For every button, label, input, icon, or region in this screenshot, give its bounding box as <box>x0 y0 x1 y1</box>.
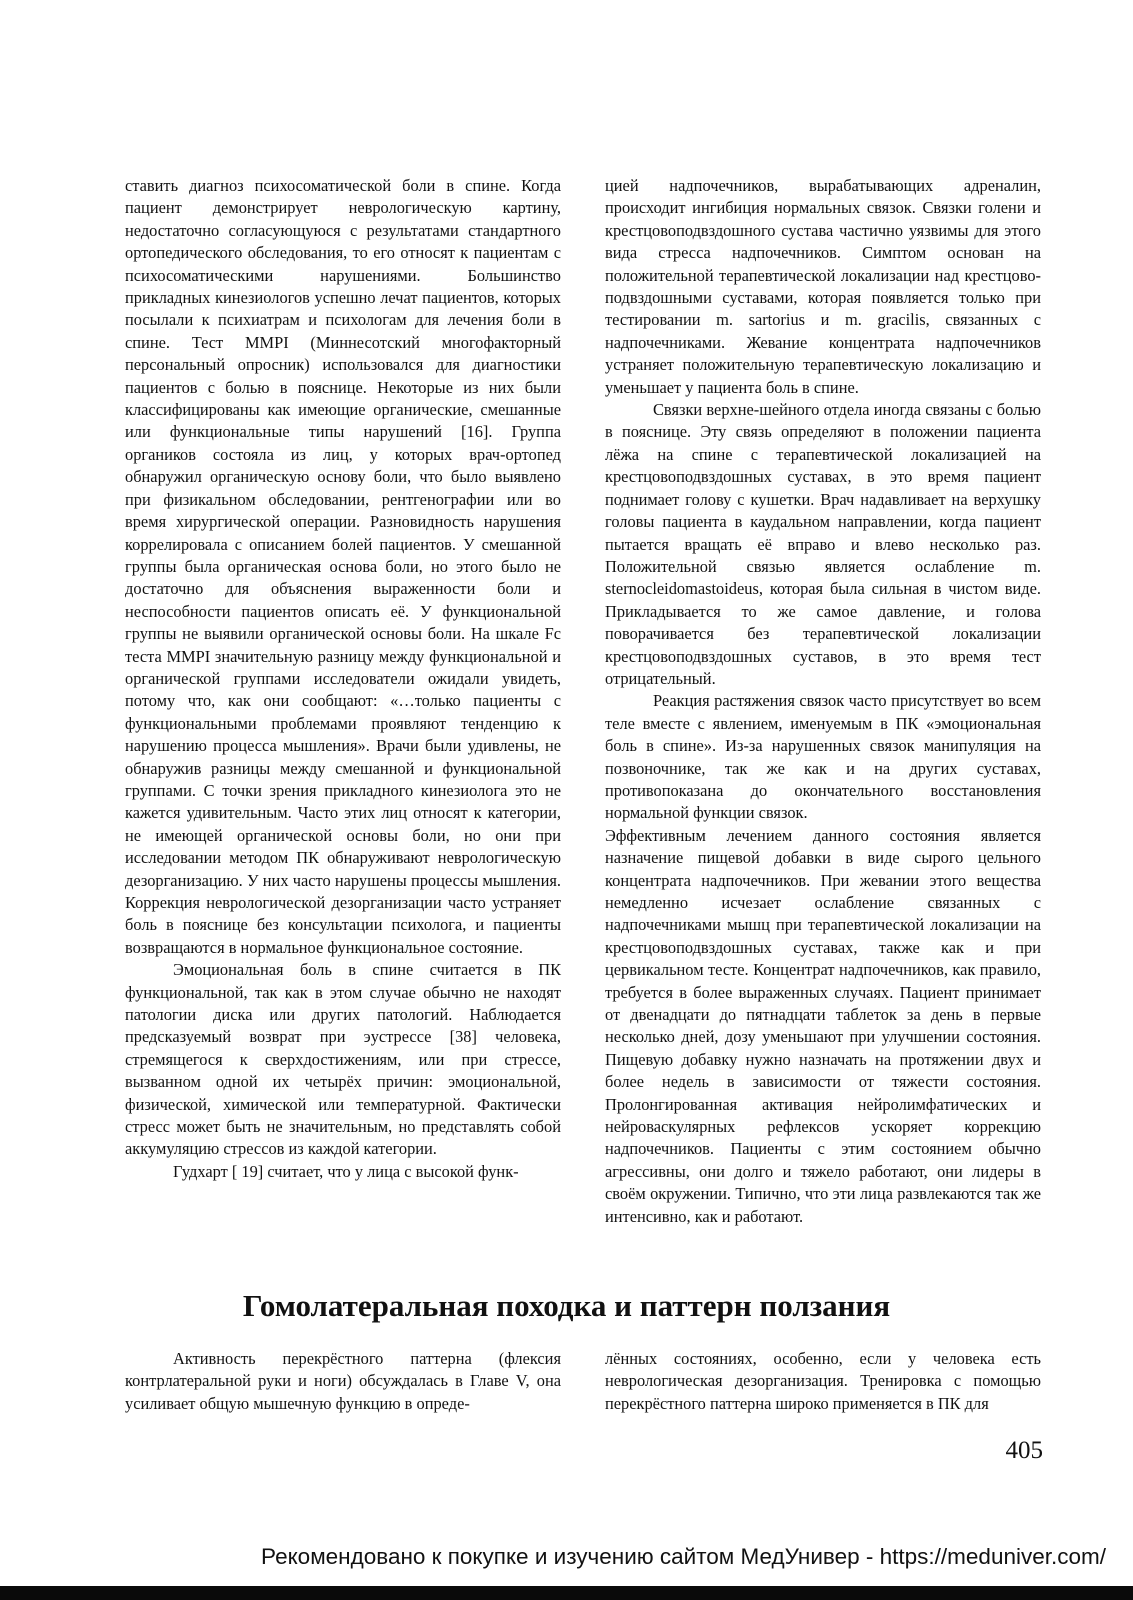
paragraph: Гудхарт [ 19] считает, что у лица с высокой функ- <box>173 1161 519 1181</box>
paragraph: цией надпочечников, вырабатывающих адреналин, происходит ингибиция нормальных связок. Связки голени и крестцовоподвздошного сустава частично уязвимы для этого вида стресса надпочечников. Симптом основан на положительной терапевтической локализации над крестцово-подвздошными суставами, которая появляется только при тестировании m. sartorius и m. gracilis, связанных с надпочечниками. Жевание концентрата надпочечников устраняет положительную терапевтическую локализацию и уменьшает у пациента боль в спине. <box>605 176 1041 397</box>
paragraph: Эффективным лечением данного состояния является назначение пищевой добавки в виде сырого цельного концентрата надпочечников. При жевании этого вещества немедленно исчезает ослабление связанных с надпочечниками мышц при терапевтической локализации на крестцовоподвздошных суставах, также как и при цервикальном тесте. Концентрат надпочечников, как правило, требуется в более выраженных случаях. Пациент принимает от двенадцати до пятнадцати таблеток за день в первые несколько дней, дозу уменьшают при улучшении состояния. Пищевую добавку нужно назначать на протяжении двух и более недель в зависимости от тяжести состояния. Пролонгированная активация нейролимфатических и нейроваскулярных рефлексов ускоряет коррекцию надпочечников. Пациенты с этим состоянием обычно агрессивны, они долго и тяжело работают, они лидеры в своём окружении. Типично, что эти лица развлекаются так же интенсивно, как и работают. <box>605 825 1041 1226</box>
paragraph: лённых состояниях, особенно, если у человека есть неврологическая дезорганизация. Тренировка с помощью перекрёстного паттерна широко применяется в ПК для <box>605 1349 1041 1413</box>
page-number: 405 <box>1005 1437 1043 1464</box>
paragraph: Активность перекрёстного паттерна (флексия контрлатеральной руки и ноги) обсуждалась в Главе V, она усиливает общую мышечную функцию в опреде- <box>125 1349 561 1413</box>
right-column-text <box>605 175 1041 1228</box>
bottom-left-column <box>125 1348 561 1415</box>
footer-recommendation: Рекомендовано к покупке и изучению сайтом МедУнивер - https://meduniver.com/ <box>261 1544 1106 1569</box>
paragraph: Эмоциональная боль в спине считается в ПК функциональной, так как в этом случае обычно не находят патологии диска или других патологий. Наблюдается предсказуемый возврат при эустрессе [38] человека, стремящегося к сверхдостижениям, или при стрессе, вызванном одной их четырёх причин: эмоциональной, физической, химической или температурной. Фактически стресс может быть не значительным, но представлять собой аккумуляцию стрессов из каждой категории. <box>125 960 561 1159</box>
left-column-text <box>125 175 561 1183</box>
bottom-right-column <box>605 1348 1041 1415</box>
paragraph: ставить диагноз психосоматической боли в спине. Когда пациент демонстрирует неврологическую картину, недостаточно согласующуюся с результатами стандартного ортопедического обследования, то его относят к пациентам с психосоматическими нарушениями. Большинство прикладных кинезиологов успешно лечат пациентов, которых посылали к психиатрам и психологам для лечения боли в спине. Тест MMPI (Миннесотский многофакторный персональный опросник) использовался для диагностики пациентов с болью в пояснице. Некоторые из них были классифицированы как имеющие органические, смешанные или функциональные типы нарушений [16]. Группа органиков состояла из лиц, у которых врач-ортопед обнаружил органическую основу боли, что было выявлено при физикальном обследовании, рентгенографии или во время хирургической операции. Разновидность нарушения коррелировала с описанием болей пациентов. У смешанной группы была органическая основа боли, но этого было не достаточно для объяснения выраженности боли и неспособности пациентов описать её. У функциональной группы не выявили органической основы боли. На шкале Fc теста MMPI значительную разницу между функциональной и органической группами исследователи ожидали увидеть, потому что, как они сообщают: «…только пациенты с функциональными проблемами проявляют тенденцию к нарушению процесса мышления». Врачи были удивлены, не обнаружив разницы между смешанной и функциональной группами. С точки зрения прикладного кинезиолога это не кажется удивительным. Часто этих лиц относят к категории, не имеющей органической основы боли, но они при исследовании методом ПК обнаруживают неврологическую дезорганизацию. У них часто нарушены процессы мышления. Коррекция неврологической дезорганизации часто устраняет боль в пояснице без консультации психолога, и пациенты возвращаются в нормальное функциональное состояние. <box>125 176 561 957</box>
scan-edge-bar <box>0 1586 1133 1600</box>
paragraph: Реакция растяжения связок часто присутствует во всем теле вместе с явлением, именуемым в ПК «эмоциональная боль в спине». Из-за нарушенных связок манипуляция на позвоночнике, так же как и на других суставах, противопоказана до окончательного восстановления нормальной функции связок. <box>605 691 1041 823</box>
paragraph: Связки верхне-шейного отдела иногда связаны с болью в пояснице. Эту связь определяют в положении пациента лёжа на спине с терапевтической локализацией на крестцовоподвздошных суставах, в это время пациент поднимает голову с кушетки. Врач надавливает на верхушку головы пациента в каудальном направлении, когда пациент пытается вращать её вправо и влево несколько раз. Положительной связью является ослабление m. sternocleidomastoideus, которая была сильная в чистом виде. Прикладывается то же самое давление, и голова поворачивается без терапевтической локализации крестцовоподвздошных суставов, в это время тест отрицательный. <box>605 400 1041 688</box>
section-heading: Гомолатеральная походка и паттерн ползания <box>242 1288 891 1323</box>
